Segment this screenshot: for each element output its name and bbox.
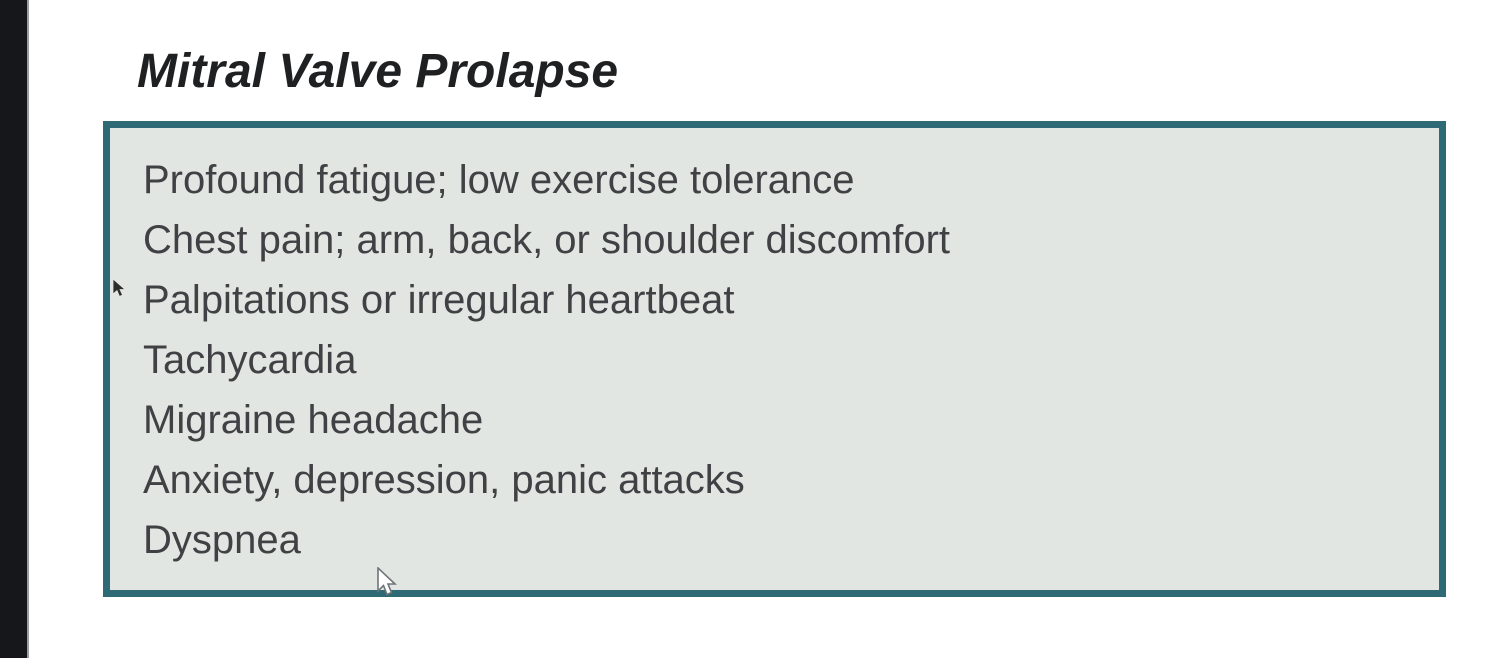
mouse-cursor-small-icon — [112, 278, 128, 300]
symptom-list — [143, 150, 1429, 570]
symptom-item-anxiety: Anxiety, depression, panic attacks — [143, 458, 745, 502]
symptom-item-chest-pain: Chest pain; arm, back, or shoulder discomfort — [143, 218, 951, 262]
symptom-item-dyspnea: Dyspnea — [143, 518, 301, 562]
symptom-item-migraine: Migraine headache — [143, 398, 484, 442]
symptom-item-fatigue: Profound fatigue; low exercise tolerance — [143, 158, 855, 202]
symptom-box — [103, 121, 1446, 597]
mouse-cursor-large-icon — [376, 567, 398, 599]
symptom-item-tachycardia: Tachycardia — [143, 338, 357, 382]
slide-title: Mitral Valve Prolapse — [137, 45, 619, 98]
left-edge-bar — [0, 0, 29, 658]
symptom-item-palpitations: Palpitations or irregular heartbeat — [143, 278, 735, 322]
